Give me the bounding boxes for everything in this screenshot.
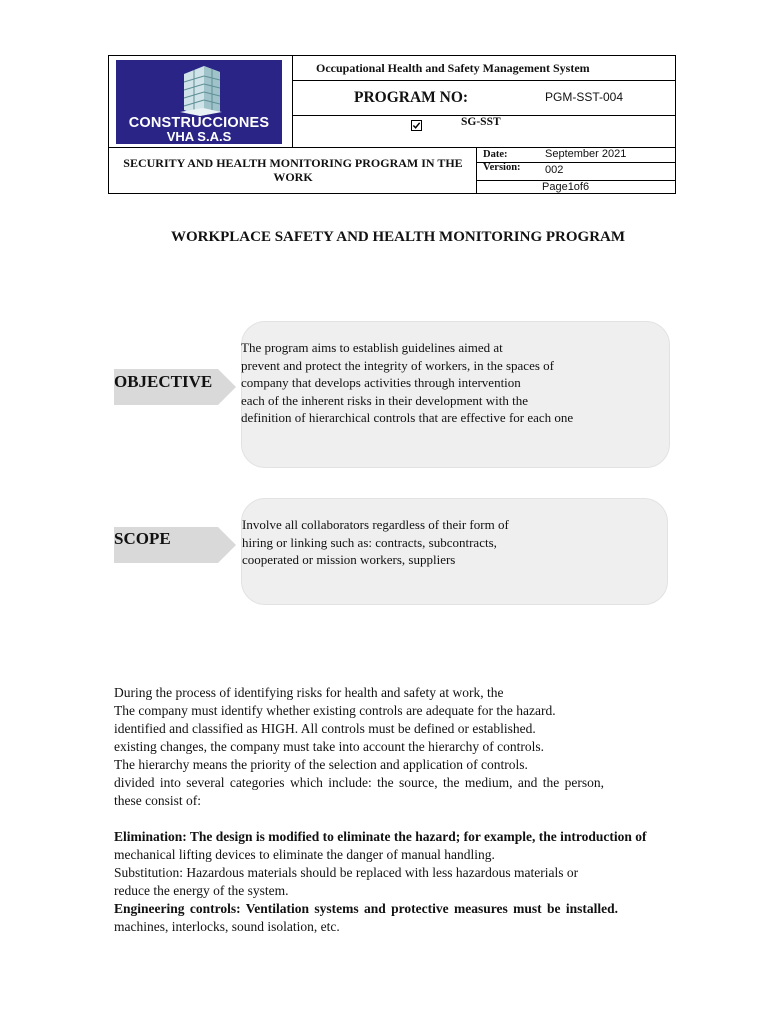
intro-line: divided into several categories which include: the source, the medium, and the person, (114, 775, 604, 790)
page-info: Page1of6 (542, 181, 590, 193)
scope-line: cooperated or mission workers, suppliers (242, 552, 456, 567)
date-label: Date: (483, 149, 508, 160)
objective-line: company that develops activities through intervention (241, 375, 521, 390)
main-title: WORKPLACE SAFETY AND HEALTH MONITORING PROGRAM (170, 229, 626, 245)
company-logo (116, 60, 282, 144)
scope-line: Involve all collaborators regardless of their form of (242, 517, 509, 532)
date-value: September 2021 (545, 148, 627, 160)
objective-text (241, 339, 587, 427)
document-header (108, 55, 676, 194)
scope-label: SCOPE (114, 529, 171, 548)
intro-line: The hierarchy means the priority of the selection and application of controls. (114, 757, 528, 772)
scope-line: hiring or linking such as: contracts, subcontracts, (242, 534, 497, 550)
version-label: Version: (483, 162, 521, 173)
objective-line: prevent and protect the integrity of workers, in the spaces of (241, 357, 554, 373)
substitution-text: reduce the energy of the system. (114, 883, 289, 898)
elimination-heading: Elimination: The design is modified to eliminate the hazard; for example, the introduction of (114, 829, 647, 844)
sg-label: SG-SST (461, 116, 501, 128)
program-no-value: PGM-SST-004 (545, 90, 624, 104)
logo-line2: VHA S.A.S (166, 129, 232, 144)
objective-line: The program aims to establish guidelines aimed at (241, 340, 503, 355)
building-icon (178, 64, 224, 116)
intro-line: identified and classified as HIGH. All controls must be defined or established. (114, 721, 536, 736)
engineering-heading: Engineering controls: Ventilation systems and protective measures must be installed. (114, 901, 619, 916)
controls-paragraph (114, 828, 694, 936)
system-title: Occupational Health and Safety Management System (316, 61, 590, 75)
engineering-text: machines, interlocks, sound isolation, etc. (114, 919, 340, 934)
intro-paragraph (114, 684, 694, 810)
intro-line: During the process of identifying risks for health and safety at work, the (114, 685, 504, 700)
scope-text (242, 516, 556, 569)
version-value: 002 (545, 164, 564, 176)
checkmark-icon (412, 121, 421, 130)
substitution-text: Substitution: Hazardous materials should be replaced with less hazardous materials or (114, 865, 579, 880)
objective-line: each of the inherent risks in their development with the (241, 392, 528, 408)
objective-label: OBJECTIVE (114, 372, 213, 391)
intro-line: The company must identify whether existing controls are adequate for the hazard. (114, 703, 556, 718)
intro-line: existing changes, the company must take into account the hierarchy of controls. (114, 739, 544, 754)
objective-line: definition of hierarchical controls that are effective for each one (241, 410, 574, 425)
doc-title: SECURITY AND HEALTH MONITORING PROGRAM IN THE WORK (123, 156, 463, 184)
program-no-label: PROGRAM NO: (354, 89, 469, 106)
logo-line1: CONSTRUCCIONES (128, 115, 270, 131)
sg-checkbox (411, 120, 422, 131)
elimination-text: mechanical lifting devices to eliminate the danger of manual handling. (114, 847, 495, 862)
intro-line: these consist of: (114, 793, 201, 808)
